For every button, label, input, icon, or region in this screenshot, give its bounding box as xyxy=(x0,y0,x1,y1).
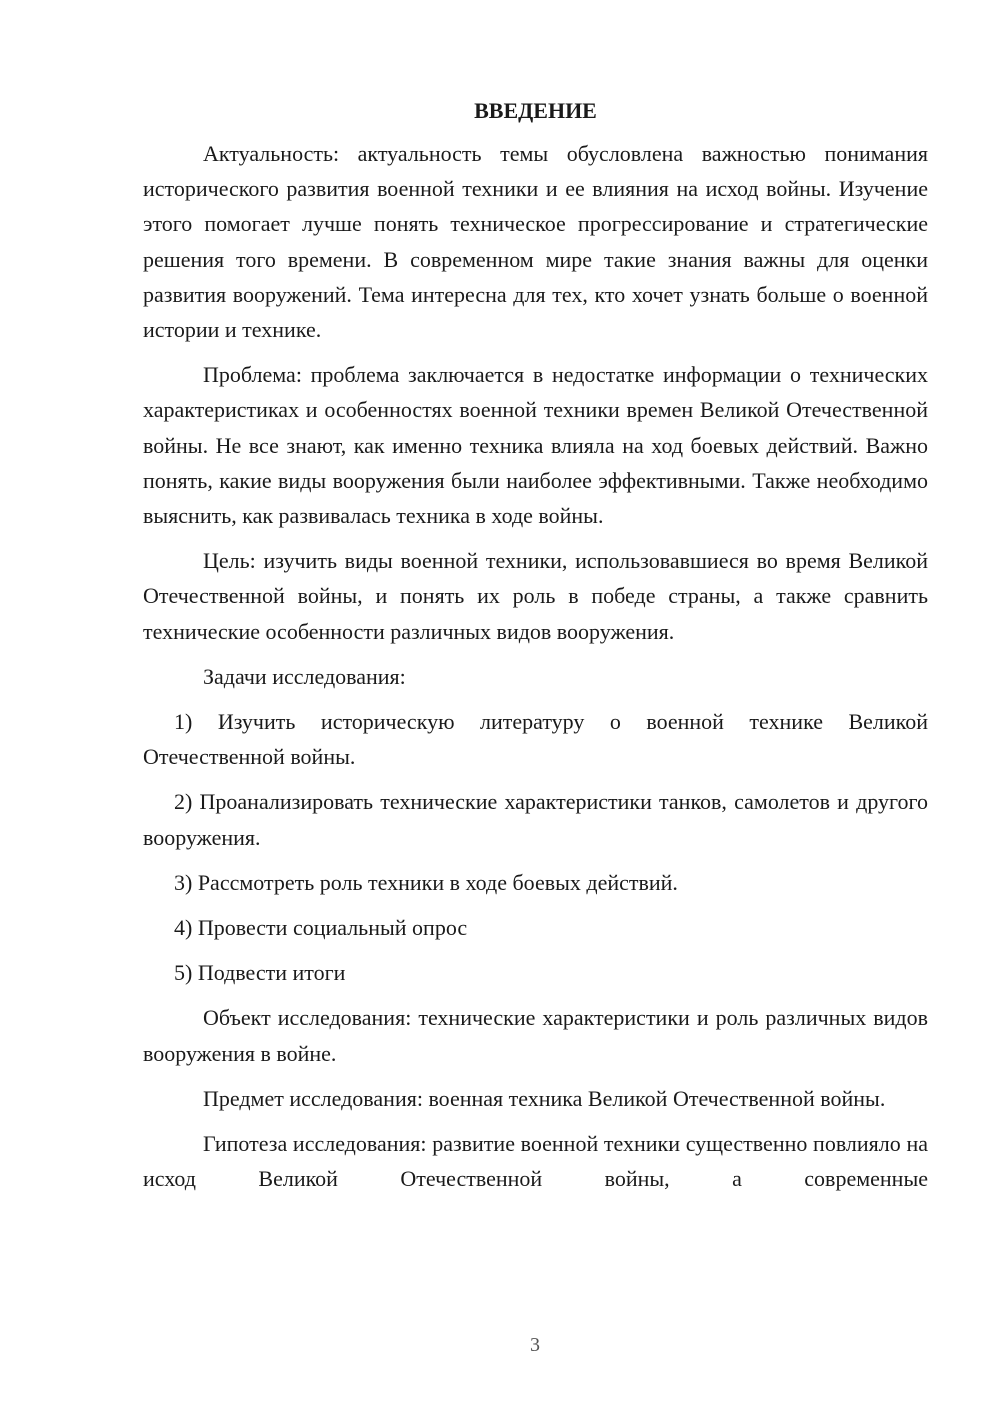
task-item: 2) Проанализировать технические характеристики танков, самолетов и другого вооружения. xyxy=(143,789,928,850)
task-item: 1) Изучить историческую литературу о военной технике Великой Отечественной войны. xyxy=(143,709,928,770)
paragraph-subject: Предмет исследования: военная техника Великой Отечественной войны. xyxy=(203,1085,886,1111)
page-number: 3 xyxy=(530,1334,540,1356)
page-content xyxy=(143,98,928,1206)
paragraph-relevance: Актуальность: актуальность темы обусловлена важностью понимания исторического развития военной техники и ее влияния на исход войны. Изучение этого помогает лучше понять техническое прогрессирование и стратегические решения того времени. В современном мире такие знания важны для оценки развития вооружений. Тема интересна для тех, кто хочет узнать больше о военной истории и технике. xyxy=(143,141,928,343)
paragraph-hypothesis: Гипотеза исследования: развитие военной техники существенно повлияло на исход Великой Отечественной войны, а современные xyxy=(143,1131,928,1192)
task-item: 5) Подвести итоги xyxy=(174,960,346,986)
page-title: ВВЕДЕНИЕ xyxy=(474,98,597,123)
paragraph-object: Объект исследования: технические характеристики и роль различных видов вооружения в войне. xyxy=(143,1005,928,1066)
task-item: 4) Провести социальный опрос xyxy=(174,915,468,941)
paragraph-goal: Цель: изучить виды военной техники, использовавшиеся во время Великой Отечественной войны, и понять их роль в победе страны, а также сравнить технические особенности различных видов вооружения. xyxy=(143,548,928,644)
paragraph-problem: Проблема: проблема заключается в недостатке информации о технических характеристиках и особенностях военной техники времен Великой Отечественной войны. Не все знают, как именно техника влияла на ход боевых действий. Важно понять, какие виды вооружения были наиболее эффективными. Также необходимо выяснить, как развивалась техника в ходе войны. xyxy=(143,362,928,529)
task-item: 3) Рассмотреть роль техники в ходе боевых действий. xyxy=(174,869,678,895)
tasks-heading: Задачи исследования: xyxy=(203,663,406,689)
